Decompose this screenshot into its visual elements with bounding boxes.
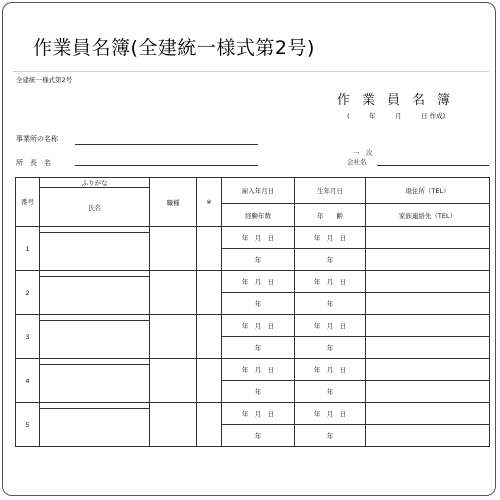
age-header: 年 齢 bbox=[295, 204, 366, 227]
birth-date-cell[interactable]: 年 月 日 bbox=[295, 315, 366, 337]
name-header: 氏名 bbox=[40, 188, 150, 227]
furigana-header: ふりがな bbox=[40, 178, 150, 188]
page-title: 作業員名簿(全建統一様式第2号) bbox=[33, 37, 315, 59]
mark-cell[interactable] bbox=[197, 359, 222, 403]
family-contact-header: 家族連絡先（TEL） bbox=[366, 204, 490, 227]
row-number: 2 bbox=[16, 271, 40, 315]
address-cell[interactable] bbox=[366, 359, 490, 381]
age-cell[interactable]: 年 bbox=[295, 293, 366, 315]
experience-cell[interactable]: 年 bbox=[222, 249, 295, 271]
hire-date-cell[interactable]: 年 月 日 bbox=[222, 315, 295, 337]
office-name-line bbox=[75, 144, 258, 145]
address-header: 現住所（TEL） bbox=[366, 178, 490, 204]
mark-cell[interactable] bbox=[197, 315, 222, 359]
hire-date-cell[interactable]: 年 月 日 bbox=[222, 227, 295, 249]
age-cell[interactable]: 年 bbox=[295, 425, 366, 447]
document-sheet bbox=[3, 3, 496, 496]
job-type-header: 職種 bbox=[150, 178, 197, 227]
header-row bbox=[16, 178, 490, 188]
experience-cell[interactable]: 年 bbox=[222, 337, 295, 359]
office-name-label: 事業所の名称 bbox=[16, 135, 58, 143]
worker-roster-table bbox=[15, 177, 490, 447]
job-type-cell[interactable] bbox=[150, 359, 197, 403]
experience-cell[interactable]: 年 bbox=[222, 381, 295, 403]
hire-date-cell[interactable]: 年 月 日 bbox=[222, 403, 295, 425]
age-cell[interactable]: 年 bbox=[295, 249, 366, 271]
family-contact-cell[interactable] bbox=[366, 381, 490, 403]
experience-cell[interactable]: 年 bbox=[222, 293, 295, 315]
mark-header: ※ bbox=[197, 178, 222, 227]
job-type-cell[interactable] bbox=[150, 271, 197, 315]
manager-name-label: 所 長 名 bbox=[16, 159, 51, 167]
hire-date-header: 雇入年月日 bbox=[222, 178, 295, 204]
hire-date-cell[interactable]: 年 月 日 bbox=[222, 271, 295, 293]
name-cell[interactable] bbox=[40, 233, 150, 271]
mark-cell[interactable] bbox=[197, 227, 222, 271]
job-type-cell[interactable] bbox=[150, 315, 197, 359]
row-number: 4 bbox=[16, 359, 40, 403]
number-header: 番号 bbox=[16, 178, 40, 227]
job-type-cell[interactable] bbox=[150, 403, 197, 447]
experience-header: 経験年数 bbox=[222, 204, 295, 227]
manager-name-line bbox=[75, 165, 258, 166]
family-contact-cell[interactable] bbox=[366, 425, 490, 447]
company-name-line bbox=[377, 165, 489, 166]
hire-date-cell[interactable]: 年 月 日 bbox=[222, 359, 295, 381]
address-cell[interactable] bbox=[366, 271, 490, 293]
creation-date-line: ( 年 月 日 作成) bbox=[347, 112, 446, 120]
address-cell[interactable] bbox=[366, 227, 490, 249]
screenshot-frame bbox=[2, 2, 496, 496]
subcontractor-level: 一 次 bbox=[353, 149, 373, 157]
birth-date-cell[interactable]: 年 月 日 bbox=[295, 227, 366, 249]
name-cell[interactable] bbox=[40, 277, 150, 315]
birth-date-cell[interactable]: 年 月 日 bbox=[295, 271, 366, 293]
mark-cell[interactable] bbox=[197, 403, 222, 447]
family-contact-cell[interactable] bbox=[366, 293, 490, 315]
birth-date-header: 生年月日 bbox=[295, 178, 366, 204]
experience-cell[interactable]: 年 bbox=[222, 425, 295, 447]
job-type-cell[interactable] bbox=[150, 227, 197, 271]
age-cell[interactable]: 年 bbox=[295, 337, 366, 359]
document-title: 作業員名簿 bbox=[337, 93, 463, 108]
birth-date-cell[interactable]: 年 月 日 bbox=[295, 359, 366, 381]
mark-cell[interactable] bbox=[197, 271, 222, 315]
family-contact-cell[interactable] bbox=[366, 249, 490, 271]
name-cell[interactable] bbox=[40, 321, 150, 359]
age-cell[interactable]: 年 bbox=[295, 381, 366, 403]
address-cell[interactable] bbox=[366, 315, 490, 337]
family-contact-cell[interactable] bbox=[366, 337, 490, 359]
birth-date-cell[interactable]: 年 月 日 bbox=[295, 403, 366, 425]
company-name-label: 会社名 bbox=[347, 158, 367, 166]
name-cell[interactable] bbox=[40, 365, 150, 403]
row-number: 1 bbox=[16, 227, 40, 271]
address-cell[interactable] bbox=[366, 403, 490, 425]
form-number: 全建統一様式第2号 bbox=[16, 76, 73, 84]
name-cell[interactable] bbox=[40, 409, 150, 447]
row-number: 3 bbox=[16, 315, 40, 359]
row-number: 5 bbox=[16, 403, 40, 447]
